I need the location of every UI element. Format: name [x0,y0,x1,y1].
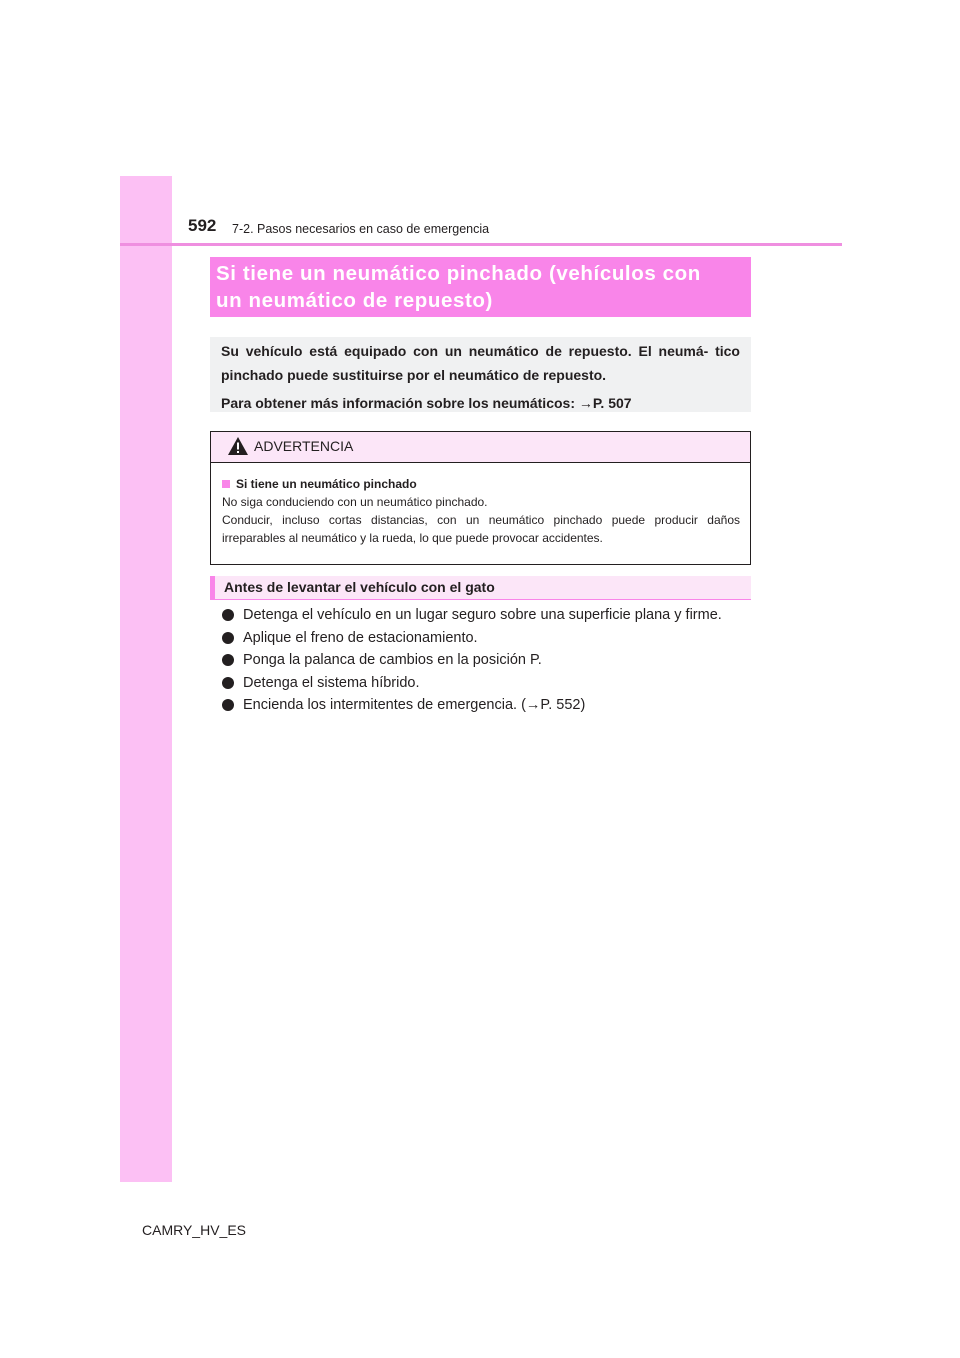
bullet-dot-icon [222,654,234,666]
list-item [222,627,762,650]
section-heading: Antes de levantar el vehículo con el gato [210,576,751,600]
side-tab [120,176,172,1182]
warning-line-1: No siga conduciendo con un neumático pinchado. [222,495,488,509]
warning-icon [227,436,249,456]
warning-header [211,432,750,463]
warning-subheading [222,475,740,493]
section-title: 7-2. Pasos necesarios en caso de emergencia [232,222,490,236]
page-number: 592 [188,216,217,235]
list-item-text: Encienda los intermitentes de emergencia. (→P. 552) [243,697,586,713]
warning-box [210,431,751,565]
warning-line-2: Conducir, incluso cortas distancias, con un neumático pinchado puede producir daños irreparables al neumático y la rueda, lo que puede provocar accidentes. [222,513,740,545]
list-item [222,649,762,672]
warning-body [211,463,750,547]
list-item [222,672,762,695]
list-item-text: Ponga la palanca de cambios en la posición P. [243,652,542,668]
bullet-list [222,604,762,717]
warning-subheading-text: Si tiene un neumático pinchado [236,477,417,491]
footer-model-code: CAMRY_HV_ES [142,1222,247,1238]
list-item [222,604,762,627]
list-item-text: Detenga el sistema híbrido. [243,674,420,691]
header-rule [120,243,842,246]
intro-box [210,337,751,412]
list-item [222,694,762,717]
square-bullet-icon [222,480,230,488]
list-item-text: Aplique el freno de estacionamiento. [243,629,478,646]
page-title [210,257,751,317]
bullet-dot-icon [222,609,234,621]
bullet-dot-icon [222,632,234,644]
intro-paragraph: Su vehículo está equipado con un neumático de repuesto. El neumá- tico pinchado puede sustituirse por el neumático de repuesto. [221,343,740,383]
page-title-line-2: un neumático de repuesto) [216,289,493,312]
intro-reference[interactable]: Para obtener más información sobre los neumáticos: →P. 507 [221,395,632,411]
page-title-line-1: Si tiene un neumático pinchado (vehículos con [216,262,701,285]
warning-label: ADVERTENCIA [254,438,354,454]
bullet-dot-icon [222,699,234,711]
list-item-text: Detenga el vehículo en un lugar seguro sobre una superficie plana y firme. [243,607,722,623]
bullet-dot-icon [222,677,234,689]
